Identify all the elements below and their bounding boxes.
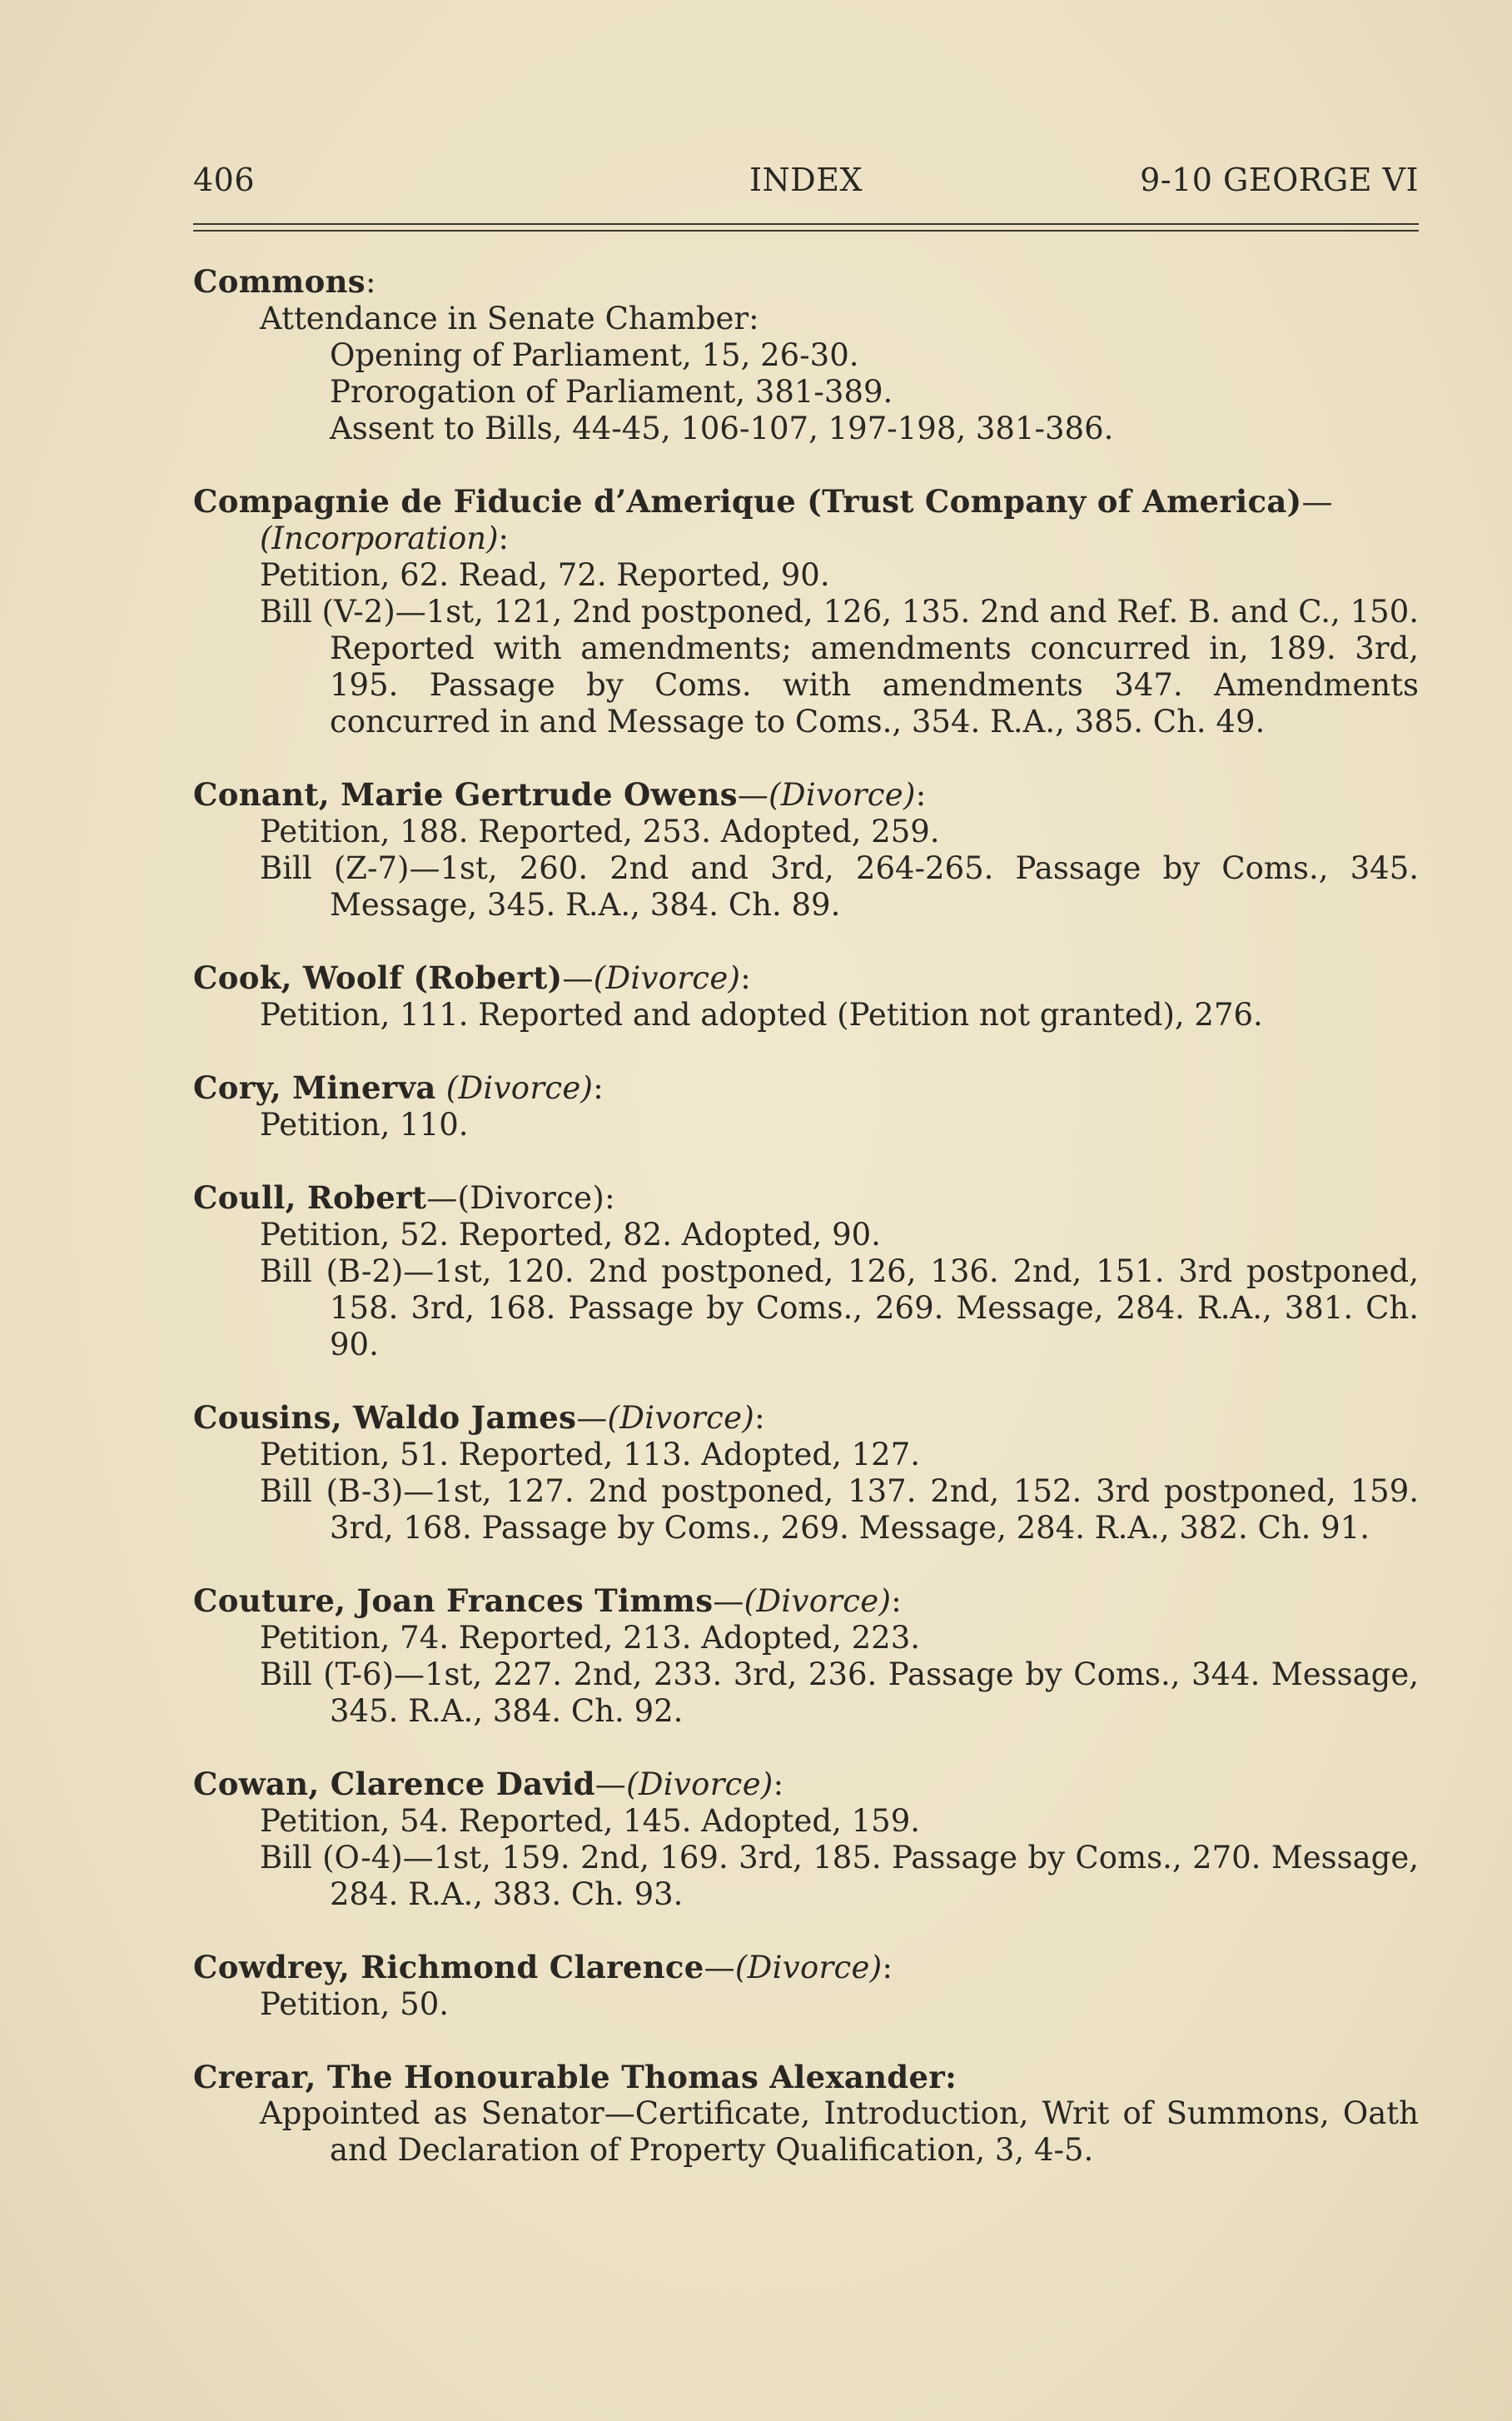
entry-heading	[193, 1179, 1419, 1217]
entry-heading-colon: :	[365, 264, 376, 300]
session-label: 9-10 GEORGE VI	[1140, 162, 1419, 198]
entry-heading-dash: —	[576, 1400, 608, 1436]
entry-line: Assent to Bills, 44-45, 106-107, 197-198, 381-386.	[330, 411, 1114, 446]
entry-heading-dash: —	[594, 1766, 627, 1802]
index-entry-crerar	[193, 2059, 1419, 2169]
entry-heading-continuation	[193, 521, 1419, 557]
index-entry-commons	[193, 263, 1419, 447]
entry-heading-colon: :	[945, 2059, 957, 2095]
entry-heading-colon: :	[604, 1180, 615, 1216]
entry-line: Bill (T-6)—1st, 227. 2nd, 233. 3rd, 236. Passage by Coms., 344. Message, 345. R.A., 384. Ch. 92.	[260, 1656, 1419, 1729]
entry-heading-tag: (Divorce)	[457, 1180, 605, 1216]
entry-line: Petition, 188. Reported, 253. Adopted, 259.	[260, 814, 940, 849]
entry-heading-colon: :	[740, 960, 752, 996]
entry-heading-space	[436, 1070, 446, 1106]
entry-line: Opening of Parliament, 15, 26-30.	[330, 337, 859, 373]
entry-heading-tag: (Incorporation)	[260, 521, 499, 556]
entry-heading-name: Cowdrey, Richmond Clarence	[193, 1949, 704, 1985]
entry-heading-name: Cook, Woolf (Robert)	[193, 959, 563, 996]
entry-heading-colon: :	[498, 521, 509, 556]
entry-line: Attendance in Senate Chamber:	[260, 301, 759, 336]
entry-line: Petition, 110.	[260, 1107, 469, 1143]
entry-heading-name: Coull, Robert	[193, 1179, 427, 1216]
entry-line: Bill (B-3)—1st, 127. 2nd postponed, 137. 2nd, 152. 3rd postponed, 159. 3rd, 168. Passage by Coms., 269. Message, 284. R.A., 382. Ch. 91.	[260, 1473, 1419, 1546]
entry-line: Bill (O-4)—1st, 159. 2nd, 169. 3rd, 185. Passage by Coms., 270. Message, 284. R.A., 383. Ch. 93.	[260, 1840, 1419, 1912]
entry-heading-dash: —	[562, 960, 594, 996]
index-entry-cook	[193, 959, 1419, 1034]
entry-heading-name: Conant, Marie Gertrude Owens	[193, 776, 738, 813]
entry-line: Petition, 52. Reported, 82. Adopted, 90.	[260, 1217, 881, 1253]
entry-heading-tag: (Divorce)	[593, 960, 741, 996]
entry-heading-dash: —	[1301, 484, 1333, 520]
page-header	[193, 155, 1419, 205]
index-entry-compagnie-de-fiducie	[193, 483, 1419, 740]
entry-heading-name: Cousins, Waldo James	[193, 1399, 577, 1436]
entry-heading-dash: —	[704, 1950, 735, 1985]
entry-heading	[193, 1582, 1419, 1620]
entry-heading-colon: :	[754, 1400, 765, 1436]
entry-heading-colon: :	[882, 1950, 893, 1985]
entry-heading-name: Couture, Joan Frances Timms	[193, 1582, 714, 1619]
entry-heading-name: Crerar, The Honourable Thomas Alexander	[193, 2059, 946, 2095]
entry-heading-tag: (Divorce)	[626, 1766, 773, 1802]
entry-heading-tag: (Divorce)	[445, 1070, 594, 1106]
index-entry-coull	[193, 1179, 1419, 1363]
entry-line: Bill (V-2)—1st, 121, 2nd postponed, 126, 135. 2nd and Ref. B. and C., 150. Reported with amendments; amendments concurred in, 189. 3rd, 195. Passage by Coms. with amendments 347. Amendments concurred in and Message to Coms., 354. R.A., 385. Ch. 49.	[260, 594, 1419, 740]
entry-heading	[193, 1399, 1419, 1437]
entry-heading	[193, 1766, 1419, 1803]
entry-heading-colon: :	[891, 1583, 903, 1619]
entry-heading-name: Commons	[193, 263, 366, 300]
entry-heading	[193, 483, 1419, 521]
index-entry-cowdrey	[193, 1949, 1419, 2023]
entry-heading	[193, 1069, 1419, 1107]
entry-line: Appointed as Senator—Certificate, Introduction, Writ of Summons, Oath and Declaration of Property Qualification, 3, 4-5.	[260, 2095, 1419, 2168]
entry-line: Prorogation of Parliament, 381-389.	[330, 374, 893, 410]
entry-line: Petition, 50.	[260, 1986, 450, 2022]
entry-heading	[193, 776, 1419, 814]
index-entry-conant	[193, 776, 1419, 924]
page-number: 406	[193, 162, 256, 198]
entry-heading-tag: (Divorce)	[607, 1400, 755, 1436]
entry-line: Petition, 54. Reported, 145. Adopted, 159.	[260, 1803, 921, 1839]
index-entry-couture	[193, 1582, 1419, 1730]
entry-heading-tag: (Divorce)	[744, 1583, 892, 1619]
entry-heading-name: Compagnie de Fiducie d’Amerique (Trust Company of America)	[193, 483, 1302, 520]
header-rule-top	[193, 223, 1419, 225]
entry-heading-name: Cory, Minerva	[193, 1069, 436, 1106]
entry-heading	[193, 959, 1419, 997]
entry-heading-colon: :	[915, 777, 927, 813]
section-title: INDEX	[749, 162, 863, 198]
index-entries	[193, 263, 1419, 2169]
entry-heading-colon: :	[593, 1070, 604, 1106]
index-entry-cory	[193, 1069, 1419, 1143]
entry-heading	[193, 2059, 1419, 2095]
entry-heading	[193, 263, 1419, 301]
entry-heading-colon: :	[773, 1766, 784, 1802]
entry-line: Bill (B-2)—1st, 120. 2nd postponed, 126, 136. 2nd, 151. 3rd postponed, 158. 3rd, 168. Passage by Coms., 269. Message, 284. R.A., 381. Ch. 90.	[260, 1253, 1419, 1362]
entry-heading-name: Cowan, Clarence David	[193, 1766, 595, 1802]
index-entry-cousins	[193, 1399, 1419, 1547]
entry-heading-dash: —	[737, 777, 769, 813]
header-rule-bottom	[193, 230, 1419, 232]
entry-heading-dash: —	[713, 1583, 744, 1619]
entry-heading-tag: (Divorce)	[768, 777, 916, 813]
entry-heading	[193, 1949, 1419, 1986]
entry-heading-tag: (Divorce)	[734, 1950, 883, 1985]
entry-line: Petition, 51. Reported, 113. Adopted, 127.	[260, 1437, 921, 1472]
entry-heading-dash: —	[426, 1180, 458, 1216]
entry-line: Petition, 74. Reported, 213. Adopted, 223.	[260, 1620, 921, 1656]
entry-line: Petition, 62. Read, 72. Reported, 90.	[260, 557, 830, 593]
index-entry-cowan	[193, 1766, 1419, 1913]
entry-line: Bill (Z-7)—1st, 260. 2nd and 3rd, 264-265. Passage by Coms., 345. Message, 345. R.A., 384. Ch. 89.	[260, 850, 1419, 923]
entry-line: Petition, 111. Reported and adopted (Petition not granted), 276.	[260, 997, 1263, 1033]
